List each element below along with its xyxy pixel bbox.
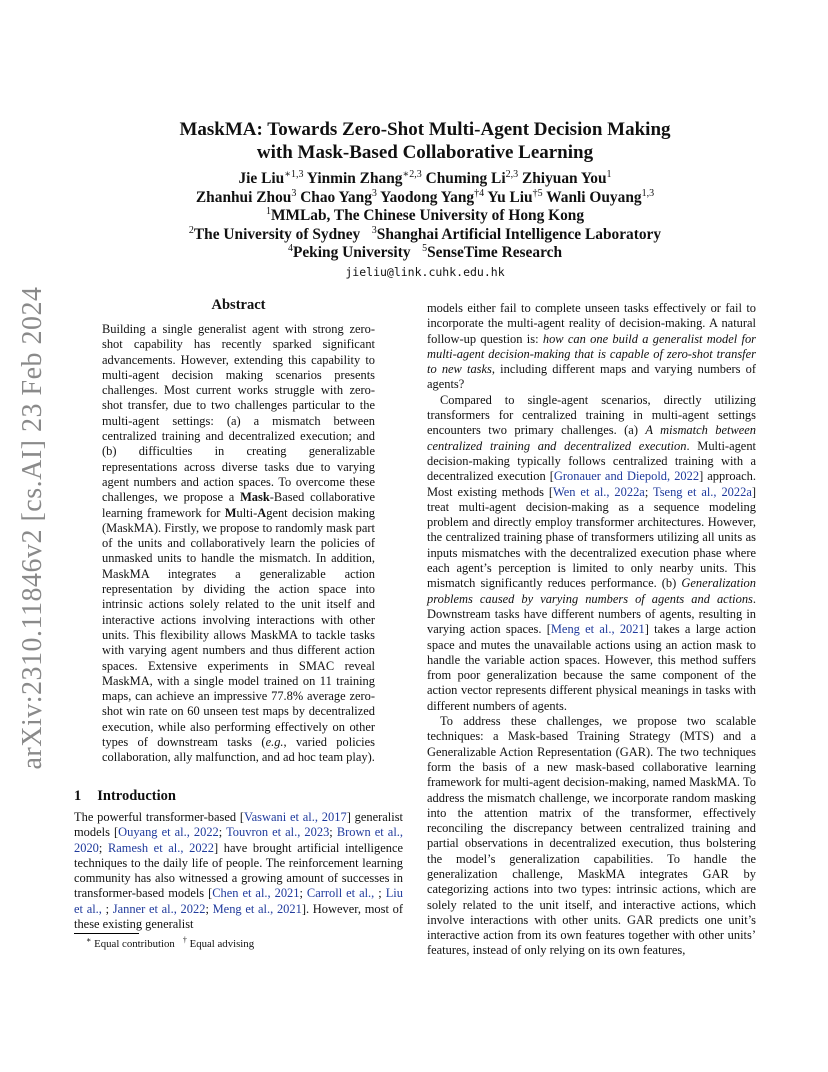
author-sup: ∗2,3 — [402, 168, 422, 180]
affiliation-sup: 1 — [265, 206, 271, 218]
author-sup: †4 — [474, 187, 485, 199]
abstract-bold: M — [224, 505, 237, 520]
affiliation-name: Shanghai Artificial Intelligence Laboratory — [376, 225, 662, 243]
section-number: 1 — [74, 788, 82, 804]
citation-link[interactable]: Tseng et al., 2022a — [652, 484, 752, 499]
citation-link[interactable]: Touvron et al., 2023 — [226, 825, 330, 840]
italic-text: A mismatch between centralized training and decentralized execution — [427, 423, 756, 453]
affiliation-name: MMLab, The Chinese University of Hong Kong — [270, 207, 585, 225]
citation-link[interactable]: Ramesh et al., 2022 — [107, 840, 214, 855]
citation-link[interactable]: Wen et al., 2022a — [553, 484, 645, 499]
abstract-text: -Based collaborative learning framework for — [102, 490, 376, 520]
footnote-symbol: † — [182, 935, 187, 945]
author-name: Zhanhui Zhou — [195, 188, 292, 206]
citation-link[interactable]: Carroll et al., — [306, 886, 379, 901]
author-name: Yaodong Yang — [380, 188, 475, 206]
affiliation-sup: 2 — [188, 224, 194, 236]
author-sup: †5 — [532, 187, 543, 199]
affiliation-line-3 — [80, 244, 770, 263]
abstract-text: Building a single generalist agent with strong zero-shot capability has recently sparked significant advancements. However, extending this capability to multi-agent decision making scenarios presents challenges. Most current works struggle with zero-shot transfer, due to two challenges particular to the multi-agent settings: (a) a mismatch between centralized training and decentralized execution; and (b) difficulties in creating generalizable representations across diverse tasks due to varying agent numbers and action spaces. To overcome these challenges, we propose a — [102, 322, 375, 505]
author-name: Yinmin Zhang — [306, 170, 403, 187]
author-name: Wanli Ouyang — [546, 188, 642, 206]
footnote-text: Equal contribution — [94, 938, 175, 950]
affiliation-line-2 — [80, 226, 770, 245]
citation-link[interactable]: Liu et al., — [74, 886, 403, 916]
abstract-text: ulti- — [236, 505, 258, 520]
author-sup: 2,3 — [505, 168, 519, 180]
title-line-1: MaskMA: Towards Zero-Shot Multi-Agent Decision Making — [179, 119, 671, 140]
affiliation-name: Peking University — [292, 244, 411, 262]
footnote-rule — [74, 933, 139, 934]
citation-link[interactable]: Vaswani et al., 2017 — [244, 810, 347, 824]
italic-text: how can one build a generalist model for multi-agent decision-making that is capable of zero-shot transfer to new tasks — [427, 331, 756, 377]
author-line-2 — [80, 189, 770, 208]
author-name: Jie Liu — [238, 170, 285, 187]
abstract-text: gent decision making (MaskMA). Firstly, we propose to randomly mask part of the units and collaboratively learn the policies of unmasked units to handle the mismatch. In addition, MaskMA integrates a generalizable action representation by dividing the action space into intrinsic actions solely related to the unit itself and interactive actions involving interactions with other units. This flexibility allows MaskMA to tackle tasks with varying agent numbers and thus different action spaces. Extensive experiments in SMAC reveal MaskMA, with a single model trained on 11 training maps, can achieve an impressive 77.8% average zero-shot win rate on 60 unseen test maps by decentralized execution, while also performing effectively on other types of downstream tasks ( — [102, 505, 376, 750]
contact-email[interactable]: jieliu@link.cuhk.edu.hk — [345, 264, 505, 279]
title-line-2: with Mask-Based Collaborative Learning — [256, 142, 594, 163]
citation-link[interactable]: Meng et al., 2021 — [212, 901, 302, 916]
author-sup: 3 — [291, 187, 297, 199]
author-sup: 1,3 — [641, 187, 655, 199]
right-column — [427, 301, 756, 959]
abstract-bold: Mask — [240, 490, 270, 505]
author-name: Zhiyuan You — [521, 170, 607, 187]
author-name: Chuming Li — [425, 170, 506, 187]
citation-link[interactable]: Gronauer and Diepold, 2022 — [553, 469, 700, 484]
affiliation-sup: 5 — [422, 243, 428, 255]
abstract-italic: e.g. — [265, 735, 284, 750]
citation-link[interactable]: Janner et al., 2022 — [112, 901, 206, 916]
affiliation-sup: 3 — [371, 224, 377, 236]
abstract-text: , varied policies collaboration, ally malfunction, and ad hoc team play). — [102, 735, 375, 765]
affiliation-name: The University of Sydney — [193, 225, 361, 243]
affiliation-line-1 — [80, 207, 770, 226]
italic-text: Generalization problems caused by varying numbers of agents and actions — [427, 576, 756, 606]
section-title: Introduction — [97, 788, 176, 804]
section-heading-introduction — [74, 788, 176, 805]
citation-link[interactable]: Meng et al., 2021 — [550, 622, 645, 637]
paper-title — [80, 118, 770, 164]
abstract-heading: Abstract — [211, 297, 266, 313]
introduction-paragraph — [74, 810, 403, 932]
citation-link[interactable]: Ouyang et al., 2022 — [118, 825, 219, 840]
arxiv-id: arXiv:2310.11846v2 [cs.AI] 23 Feb 2024 — [17, 286, 48, 770]
abstract-body — [102, 322, 375, 766]
body-paragraph: models either fail to complete unseen tasks effectively or fail to incorporate the multi-agent reality of decision-making. A natural follow-up question is: how can one build a generalist model for multi-agent decision-making that is capable of zero-shot transfer to new tasks, including different maps and varying numbers of agents? — [427, 301, 757, 392]
intro-text: The powerful transformer-based [Vaswani et al., 2017] generalist models [Ouyang et al., 2022; Touvron et al., 2023; Brown et al., 2020; Ramesh et al., 2022] have brought artificial intelligence techniques to the daily life of people. The reinforcement learning community has also witnessed a growing amount of successes in transformer-based models [Chen et al., 2021; Carroll et al., ; Liu et al., ; Janner et al., 2022; Meng et al., 2021]. However, most of these existing generalist — [74, 810, 403, 932]
footnote-symbol: ∗ — [86, 935, 92, 945]
author-line-1 — [80, 170, 770, 189]
author-sup: 1 — [606, 168, 612, 180]
author-block — [80, 170, 770, 282]
body-paragraph: To address these challenges, we propose two scalable techniques: a Mask-based Training Strategy (MTS) and a Generalizable Action Representation (GAR). The two techniques form the basis of a new mask-based collaborative learning framework for multi-agent decision-making, named MaskMA. To address the mismatch challenge, we incorporate random masking into the attention matrix of the transformer, effectively reconciling the discrepancy between centralized training and partial observations in decentralized execution, thus bolstering the model’s generalization capabilities. To handle the generalization challenge, MaskMA integrates GAR by categorizing actions into two types: intrinsic actions, which are solely related to the unit itself, and interactive actions, which involve interactions with other units. GAR predicts one unit’s interactive action from its own features together with other units’ features, instead of only relying on its own features, — [427, 714, 756, 958]
affiliation-sup: 4 — [287, 243, 293, 255]
author-sup: ∗1,3 — [284, 168, 304, 180]
citation-link[interactable]: Chen et al., 2021 — [212, 886, 300, 901]
author-name: Yu Liu — [487, 188, 533, 206]
body-paragraph: Compared to single-agent scenarios, directly utilizing transformers for centralized training in multi-agent settings encounters two primary challenges. (a) A mismatch between centralized training and decentralized execution. Multi-agent decision-making typically follows centralized training with a decentralized execution [Gronauer and Diepold, 2022] approach. Most existing methods [Wen et al., 2022a; Tseng et al., 2022a] treat multi-agent decision-making as a sequence modeling problem and directly employ transformer architectures. However, the centralized training phase of transformers utilizing all units as inputs mismatches with the decentralized execution phase where each agent’s perception is limited to only nearby units. This mismatch significantly reduces performance. (b) Generalization problems caused by varying numbers of agents and actions. Downstream tasks have different numbers of agents, resulting in varying action spaces. [Meng et al., 2021] takes a large action space and mutes the unavailable actions using an action mask to handle the variable action spaces. However, this method suffers from poor generalization because the same component of the action vector represents different physical meanings in tasks with different numbers of agents. — [427, 392, 756, 713]
author-name: Chao Yang — [300, 188, 372, 206]
citation-link[interactable]: Brown et al., 2020 — [74, 825, 403, 855]
abstract-bold: A — [257, 505, 267, 520]
author-sup: 3 — [371, 187, 377, 199]
arxiv-sidebar — [16, 286, 50, 770]
affiliation-name: SenseTime Research — [427, 244, 563, 262]
footnote-text: Equal advising — [189, 938, 255, 950]
footnote — [86, 935, 255, 950]
